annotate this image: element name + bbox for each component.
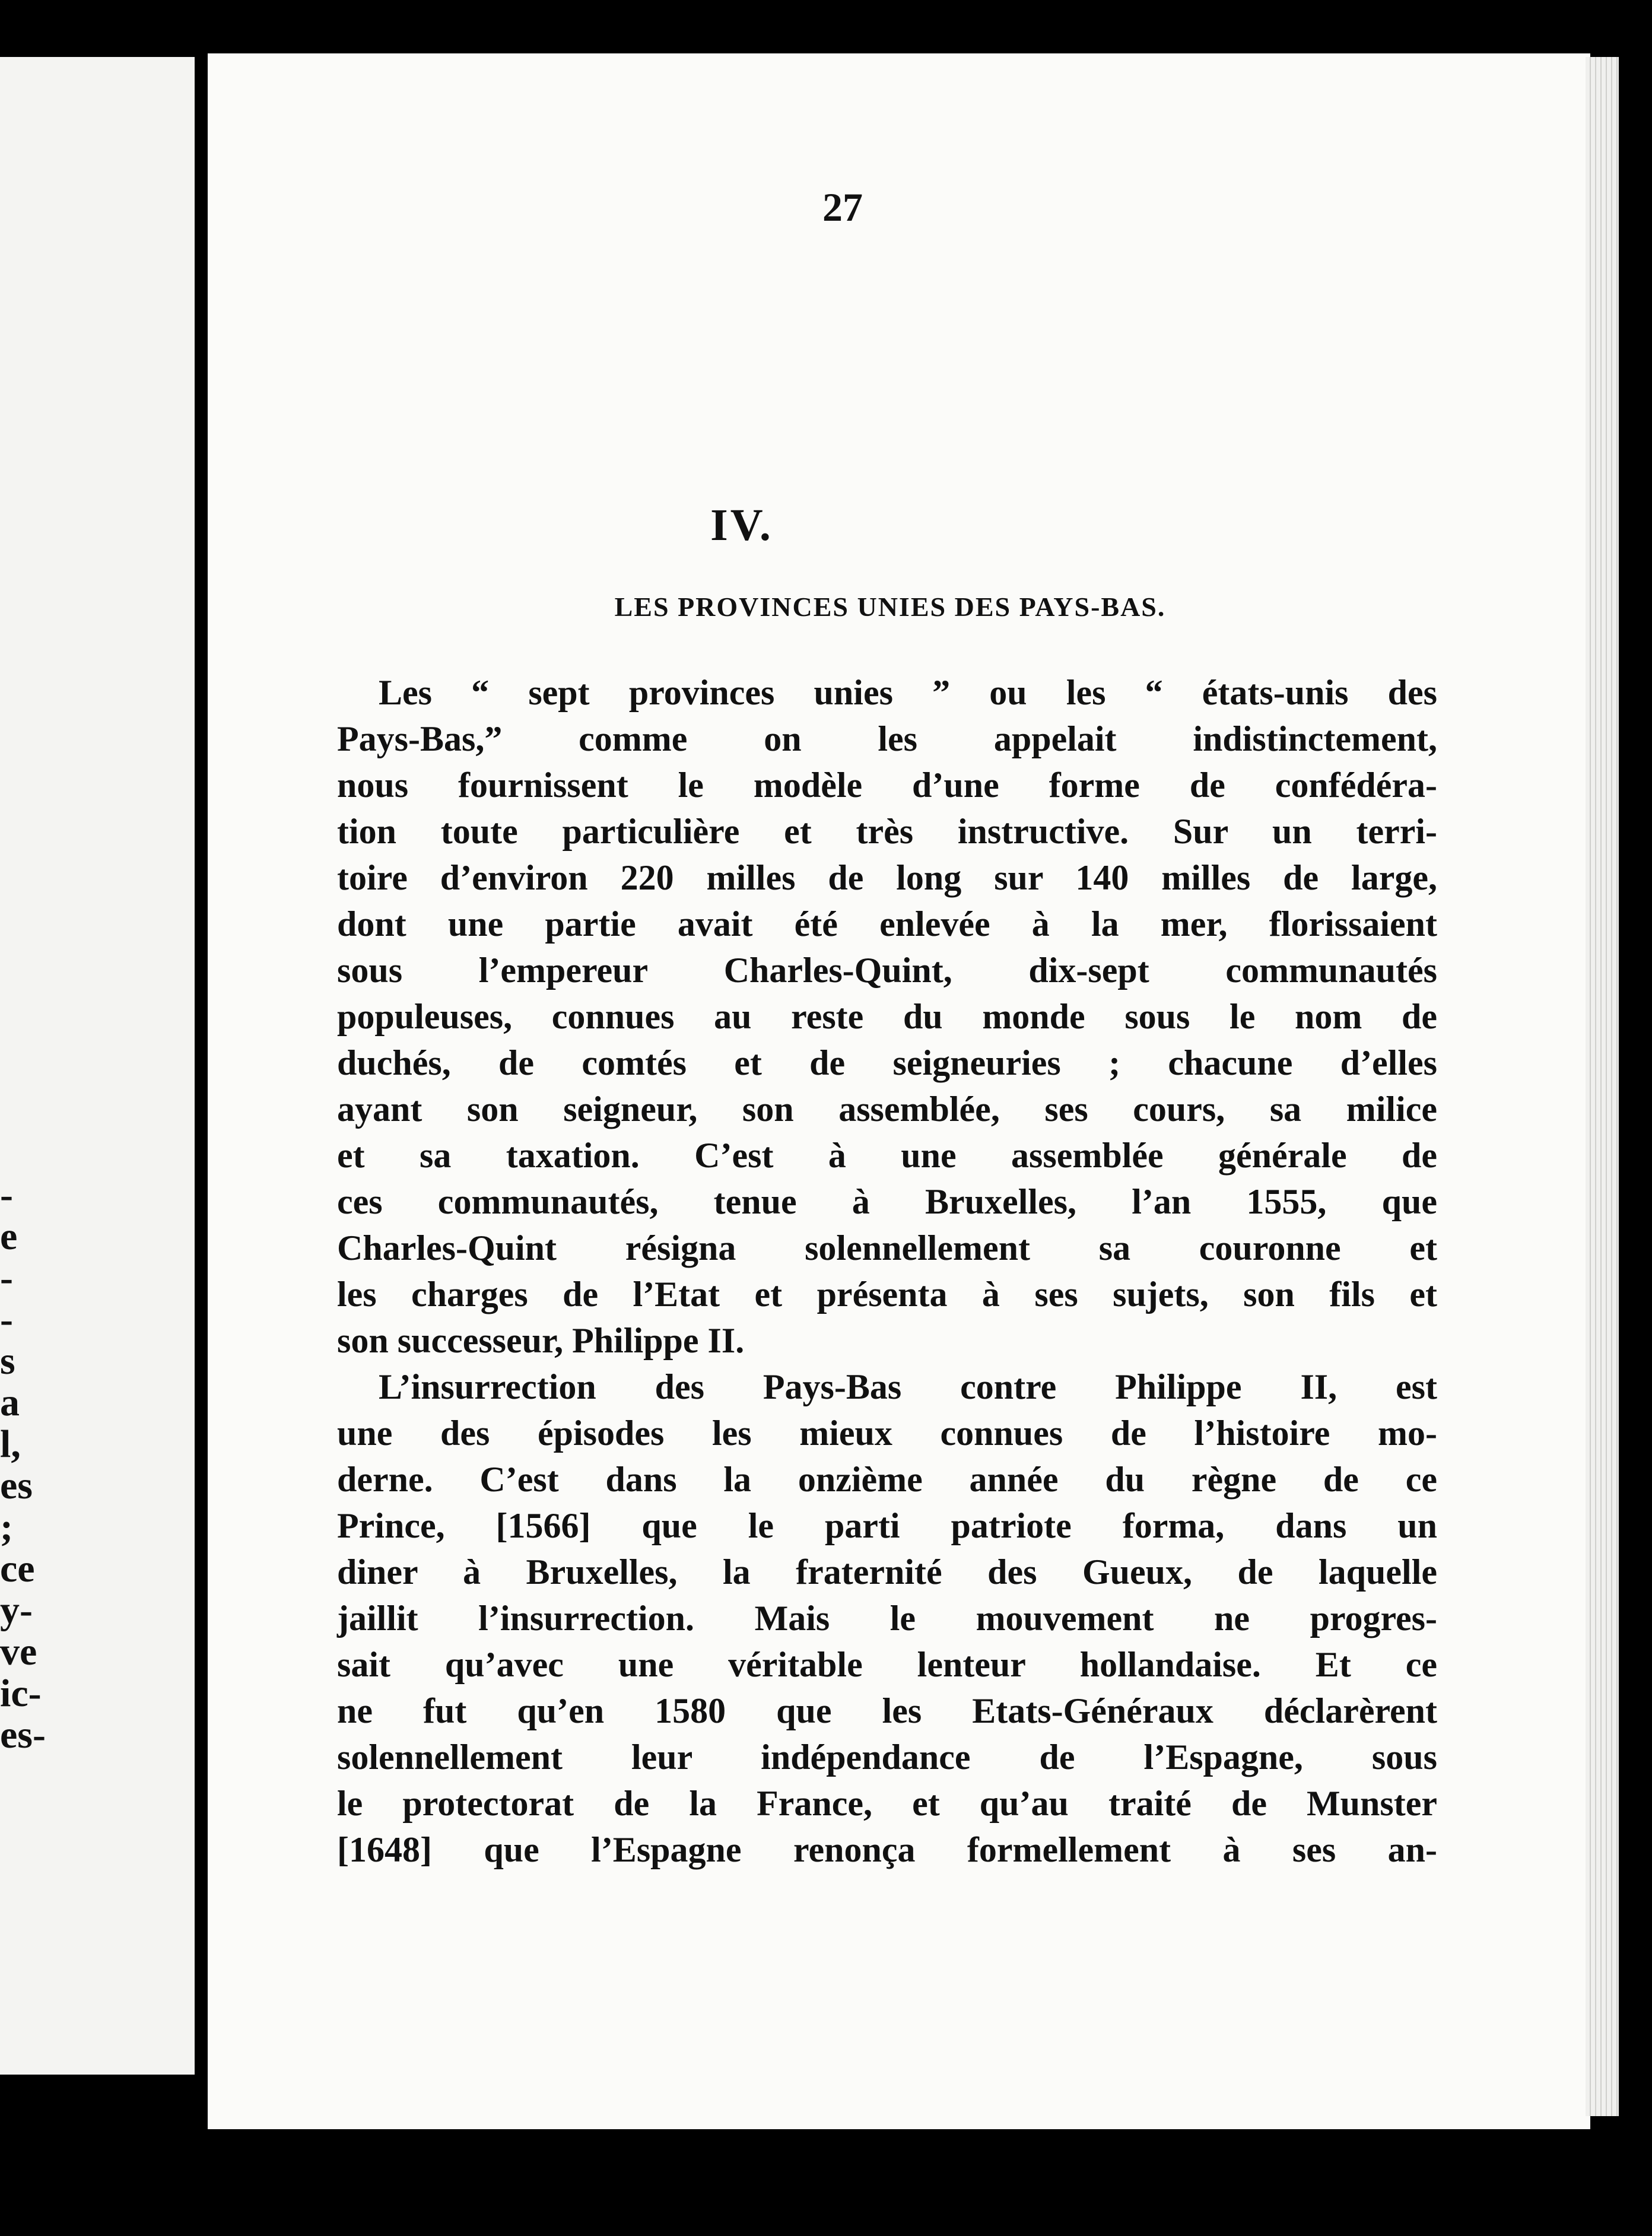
text-line: sous l’empereur Charles-Quint, dix-sept communautés [337,951,1437,990]
text-line: ne fut qu’en 1580 que les Etats-Généraux déclarèrent [337,1691,1437,1730]
left-fragment: ce [0,1547,35,1590]
text-line: sait qu’avec une véritable lenteur hollandaise. Et ce [337,1645,1437,1684]
text-line: ayant son seigneur, son assemblée, ses cours, sa milice [337,1090,1437,1129]
text-line: toire d’environ 220 milles de long sur 140 milles de large, [337,858,1437,897]
chapter-number: IV. [710,500,773,550]
text-line: le protectorat de la France, et qu’au traité de Munster [337,1784,1437,1823]
chapter-title: LES PROVINCES UNIES DES PAYS-BAS. [614,592,1166,622]
page-number: 27 [822,185,863,230]
left-fragment: es [0,1464,33,1507]
left-fragment: ; [0,1506,13,1549]
text-line: Prince, [1566] que le parti patriote forma, dans un [337,1506,1437,1545]
left-fragment: s [0,1339,15,1383]
text-line: L’insurrection des Pays-Bas contre Philippe II, est [379,1367,1437,1406]
text-line: diner à Bruxelles, la fraternité des Gueux, de laquelle [337,1552,1437,1592]
left-fragment: a [0,1381,20,1424]
text-line: Pays-Bas,” comme on les appelait indistinctement, [337,719,1437,758]
text-line: tion toute particulière et très instructive. Sur un terri- [337,812,1437,851]
left-fragment: - [0,1173,13,1217]
text-line: Les “ sept provinces unies ” ou les “ états-unis des [379,673,1437,712]
body-text [337,669,1437,1873]
text-line: Charles-Quint résigna solennellement sa couronne et [337,1228,1437,1268]
text-line: solennellement leur indépendance de l’Espagne, sous [337,1738,1437,1777]
text-line: dont une partie avait été enlevée à la mer, florissaient [337,904,1437,944]
left-fragment: - [0,1298,13,1341]
left-fragment: l, [0,1422,21,1466]
left-page-margin [0,57,195,2075]
page-edge-stack [1586,57,1619,2116]
left-fragment: - [0,1256,13,1300]
text-line: jaillit l’insurrection. Mais le mouvement ne progres- [337,1599,1437,1638]
text-line: son successeur, Philippe II. [337,1321,745,1360]
text-line: et sa taxation. C’est à une assemblée générale de [337,1136,1437,1175]
left-fragment: es- [0,1713,46,1757]
left-fragment: ve [0,1630,37,1673]
text-line: nous fournissent le modèle d’une forme de confédéra- [337,766,1437,805]
text-line: derne. C’est dans la onzième année du règne de ce [337,1460,1437,1499]
left-fragment: y- [0,1589,33,1632]
text-line: une des épisodes les mieux connues de l’histoire mo- [337,1414,1437,1453]
text-line: les charges de l’Etat et présenta à ses sujets, son fils et [337,1275,1437,1314]
text-line: [1648] que l’Espagne renonça formellement à ses an- [337,1830,1437,1869]
left-fragment: e [0,1215,18,1258]
text-line: ces communautés, tenue à Bruxelles, l’an 1555, que [337,1182,1437,1221]
text-line: populeuses, connues au reste du monde sous le nom de [337,997,1437,1036]
left-fragment: ic- [0,1672,42,1715]
text-line: duchés, de comtés et de seigneuries ; chacune d’elles [337,1043,1437,1082]
